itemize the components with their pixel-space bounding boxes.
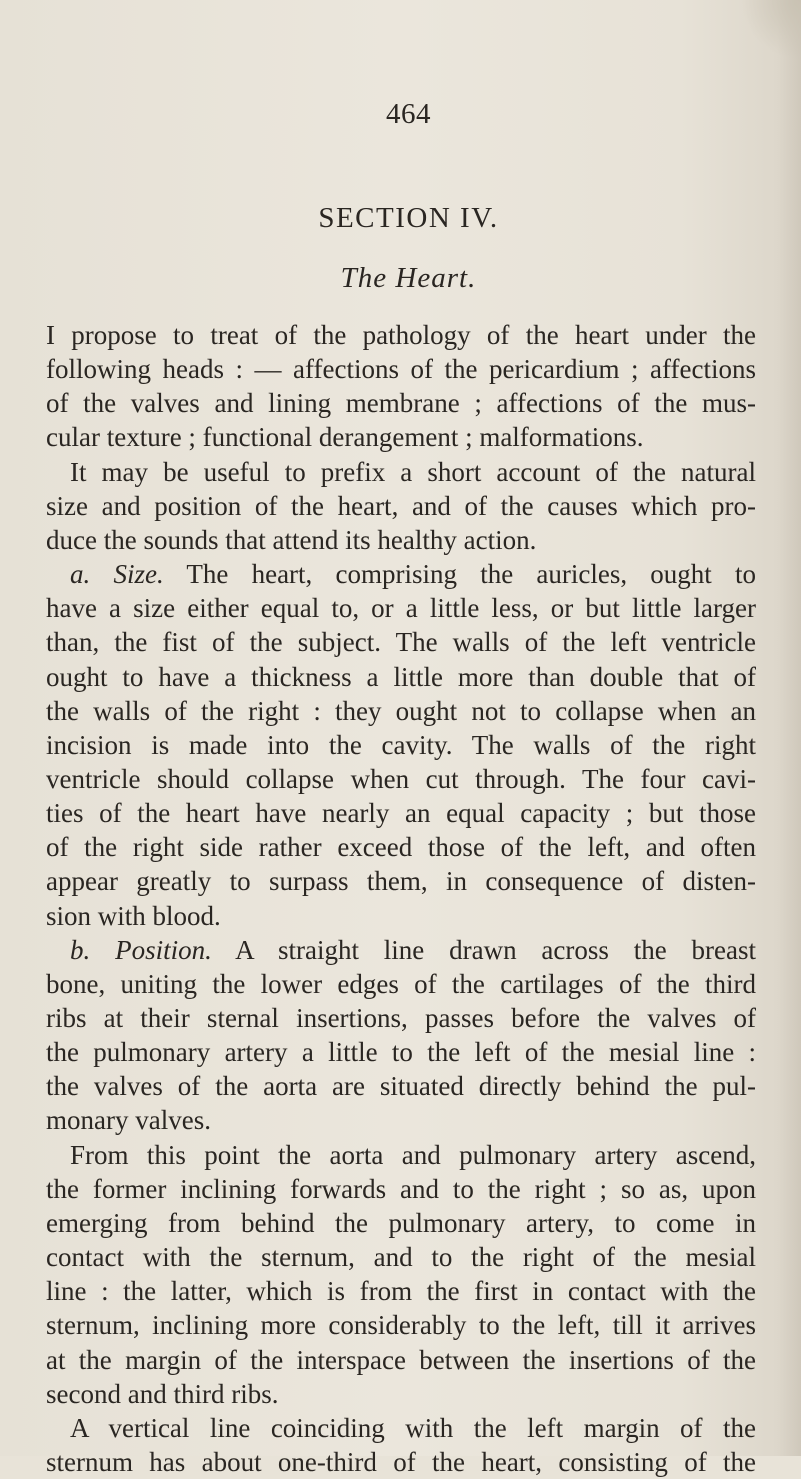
line-text: sternum has about one-third of the heart, consisting of the — [46, 1446, 756, 1477]
text-line — [70, 933, 756, 967]
text-line — [46, 591, 756, 625]
section-subtitle: The Heart. — [340, 262, 477, 294]
text-line — [70, 455, 756, 489]
text-line — [46, 1172, 756, 1206]
line-text: ribs at their sternal insertions, passes before the valves of — [46, 1003, 756, 1033]
text-line — [46, 1274, 756, 1308]
line-text: It may be useful to prefix a short account of the natural — [70, 456, 756, 487]
line-text: A vertical line coinciding with the left margin of the — [70, 1412, 756, 1443]
line-text: at the margin of the interspace between the insertions of the — [46, 1344, 756, 1375]
text-line — [70, 1138, 756, 1172]
page-corner-shadow — [741, 0, 801, 60]
line-text: duce the sounds that attend its healthy action. — [46, 524, 537, 555]
text-line — [46, 1240, 756, 1274]
line-text: cular texture ; functional derangement ; malformations. — [46, 422, 644, 453]
text-line — [46, 420, 756, 454]
page-number: 464 — [386, 98, 431, 130]
line-text: of the right side rather exceed those of the left, and often — [46, 832, 756, 863]
line-text: second and third ribs. — [46, 1378, 279, 1409]
text-line — [46, 352, 756, 386]
text-line — [46, 1343, 756, 1377]
text-line — [46, 660, 756, 694]
line-text: the pulmonary artery a little to the left of the mesial line : — [46, 1037, 756, 1068]
line-text: contact with the sternum, and to the right of the mesial — [46, 1242, 756, 1273]
line-text: I propose to treat of the pathology of the heart under the — [46, 320, 756, 350]
text-line — [46, 899, 756, 933]
text-line — [46, 728, 756, 762]
line-text: From this point the aorta and pulmonary artery ascend, — [70, 1139, 756, 1170]
line-text: of the valves and lining membrane ; affections of the mus- — [46, 388, 756, 419]
line-text: bone, uniting the lower edges of the cartilages of the third — [46, 968, 756, 999]
text-line — [46, 762, 756, 796]
text-line — [46, 967, 756, 1001]
line-text: than, the fist of the subject. The walls of the left ventricle — [46, 627, 756, 658]
text-line — [46, 1377, 756, 1411]
line-text: ventricle should collapse when cut through. The four cavi- — [46, 763, 756, 794]
text-line — [46, 1103, 756, 1137]
line-text: The heart, comprising the auricles, ought to — [163, 559, 756, 590]
text-line — [46, 1001, 756, 1035]
line-text: monary valves. — [46, 1105, 211, 1136]
text-line — [46, 864, 756, 898]
text-line — [46, 318, 756, 352]
text-line — [46, 1069, 756, 1103]
line-text: following heads : — affections of the pericardium ; affections — [46, 354, 756, 385]
line-text: appear greatly to surpass them, in consequence of disten- — [46, 866, 756, 897]
text-line — [70, 1411, 756, 1445]
text-line — [46, 386, 756, 420]
italic-heading-text: a. Size. — [70, 559, 164, 590]
line-text: the valves of the aorta are situated directly behind the pul- — [46, 1071, 756, 1102]
text-line — [46, 694, 756, 728]
line-text: size and position of the heart, and of the causes which pro- — [46, 490, 756, 521]
line-text: line : the latter, which is from the first in contact with the — [46, 1276, 756, 1307]
text-line — [46, 1206, 756, 1240]
text-line — [46, 523, 756, 557]
text-line — [46, 625, 756, 659]
line-text: the former inclining forwards and to the right ; so as, upon — [46, 1173, 756, 1204]
line-text: incision is made into the cavity. The walls of the right — [46, 729, 756, 760]
line-text: the walls of the right : they ought not to collapse when an — [46, 695, 756, 726]
line-text: sion with blood. — [46, 900, 221, 931]
text-line — [70, 557, 756, 591]
text-line — [46, 830, 756, 864]
text-line — [46, 1445, 756, 1479]
line-text: have a size either equal to, or a little less, or but little larger — [46, 593, 756, 624]
text-line — [46, 489, 756, 523]
italic-heading-text: b. Position. — [70, 934, 212, 965]
line-text: ought to have a thickness a little more than double that of — [46, 661, 756, 692]
line-text: A straight line drawn across the breast — [211, 934, 756, 965]
text-line — [46, 1035, 756, 1069]
text-line — [46, 796, 756, 830]
line-text: emerging from behind the pulmonary artery, to come in — [46, 1207, 756, 1238]
text-line — [46, 1308, 756, 1342]
line-text: sternum, inclining more considerably to the left, till it arrives — [46, 1310, 756, 1341]
line-text: ties of the heart have nearly an equal capacity ; but those — [46, 798, 756, 829]
section-heading: SECTION IV. — [318, 202, 499, 234]
